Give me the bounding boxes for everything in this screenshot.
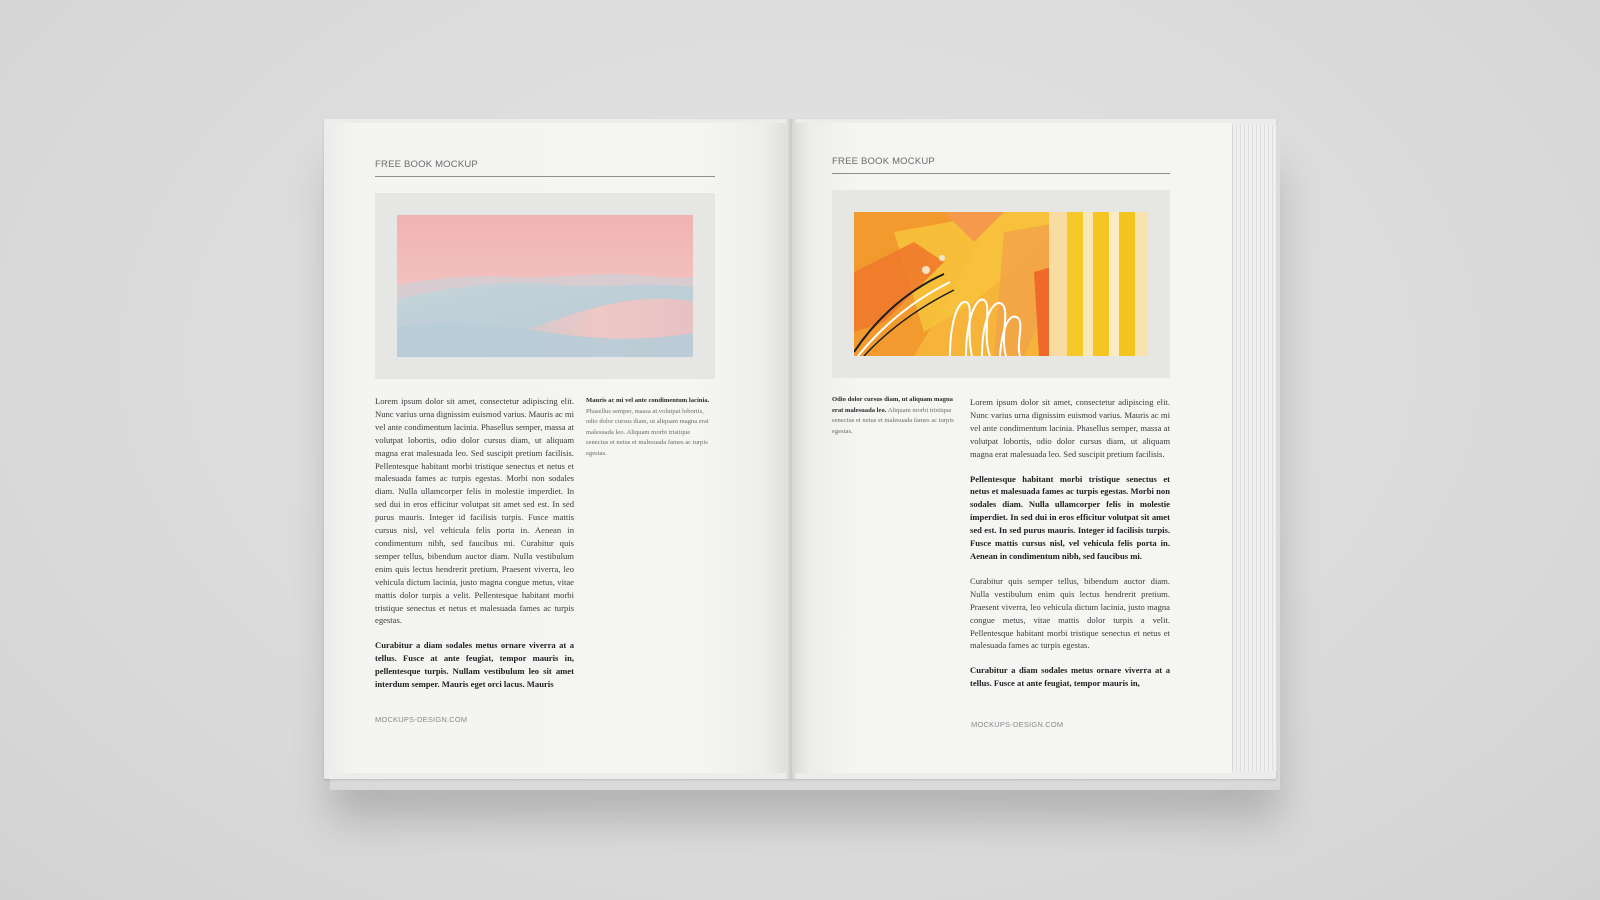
left-header-rule (375, 176, 715, 177)
right-body-paragraph-3: Curabitur quis semper tellus, bibendum auctor diam. Nulla vestibulum enim quis lectus hendrerit pretium. Praesent viverra, leo vehicula dictum lacinia, justo magna congue metus, vitae mattis dolor turpis a velit. Pellentesque habitant morbi tristique senectus et netus et malesuada fames ac turpis egestas. (970, 575, 1170, 651)
right-footer: MOCKUPS-DESIGN.COM (971, 720, 1064, 729)
right-sidebar-text: Aliquam morbi tristique senectus et netus et malesuada fames ac turpis egestas. (832, 406, 954, 435)
right-body-paragraph-4: Curabitur a diam sodales metus ornare viverra at a tellus. Fusce at ante feugiat, tempor mauris in, (970, 665, 1170, 689)
right-running-head: FREE BOOK MOCKUP (832, 156, 935, 167)
right-body-text (970, 396, 1170, 702)
open-book (324, 119, 1276, 779)
right-header-rule (832, 173, 1170, 174)
pastel-dunes-artwork (397, 215, 693, 357)
left-image-frame (375, 193, 715, 379)
abstract-paint-image (854, 212, 1148, 356)
left-body-paragraph-2: Curabitur a diam sodales metus ornare viverra at a tellus. Fusce at ante feugiat, tempor mauris in, pellentesque turpis. Nullam vestibulum leo sit amet interdum semper. Mauris eget orci lacus. Mauris (375, 640, 574, 690)
right-body-paragraph-2: Pellentesque habitant morbi tristique senectus et netus et malesuada fames ac turpis egestas. Morbi non sodales diam. Nulla ullamcorper felis in molestie imperdiet. In sed dui in eros efficitur volutpat sit amet sed est. In sed purus mauris. Integer id facilisis turpis. Fusce mattis cursus nisl, vel vehicula felis porta in. Aenean in condimentum nibh, sed faucibus mi. (970, 473, 1170, 561)
left-sidebar-note (586, 396, 714, 460)
right-image-frame (832, 190, 1170, 378)
left-sidebar-text: Phasellus semper, massa at volutpat lobortis, odio dolor cursus diam, ut aliquam magna erat malesuada leo. Aliquam morbi tristique senectus et netus et malesuada fames ac turpis egestas. (586, 407, 709, 457)
left-running-head: FREE BOOK MOCKUP (375, 159, 478, 170)
left-sidebar-bold: Mauris ac mi vel ante condimentum lacinia. (586, 397, 710, 404)
page-edges (1232, 125, 1277, 771)
left-body-text (375, 395, 574, 703)
abstract-paint-artwork (854, 212, 1148, 356)
right-sidebar-note (832, 395, 954, 437)
right-body-paragraph-1: Lorem ipsum dolor sit amet, consectetur adipiscing elit. Nunc varius urna dignissim euismod varius. Mauris ac mi vel ante condimentum lacinia. Phasellus semper, massa at volutpat lobortis, odio dolor cursus diam, ut aliquam magna erat malesuada leo. Sed suscipit pretium facilisis. (970, 397, 1170, 459)
right-page (792, 123, 1232, 773)
left-footer: MOCKUPS-DESIGN.COM (375, 715, 468, 724)
pastel-dunes-image (397, 215, 693, 357)
left-body-paragraph-1: Lorem ipsum dolor sit amet, consectetur adipiscing elit. Nunc varius urna dignissim euismod varius. Mauris ac mi vel ante condimentum lacinia. Phasellus semper, massa at volutpat lobortis, odio dolor cursus diam, ut aliquam magna erat malesuada leo. Sed suscipit pretium facilisis. Pellentesque habitant morbi tristique senectus et netus et malesuada fames ac turpis egestas. Morbi non sodales diam. Nulla ullamcorper felis in molestie imperdiet. In sed dui in eros efficitur volutpat sit amet sed est. In sed purus mauris. Integer id facilisis turpis. Fusce mattis cursus nisl, vel vehicula felis porta in. Aenean in condimentum nibh, sed faucibus mi. Curabitur quis semper tellus, bibendum auctor diam. Nulla vestibulum enim quis lectus hendrerit pretium. Praesent viverra, leo vehicula dictum lacinia, justo magna congue metus, vitae mattis dolor turpis a velit. Pellentesque habitant morbi tristique senectus et netus et malesuada fames ac turpis egestas. (375, 396, 574, 626)
left-page (330, 123, 790, 773)
right-sidebar-bold: Odio dolor cursus diam, ut aliquam magna erat malesuada leo. (832, 396, 953, 414)
